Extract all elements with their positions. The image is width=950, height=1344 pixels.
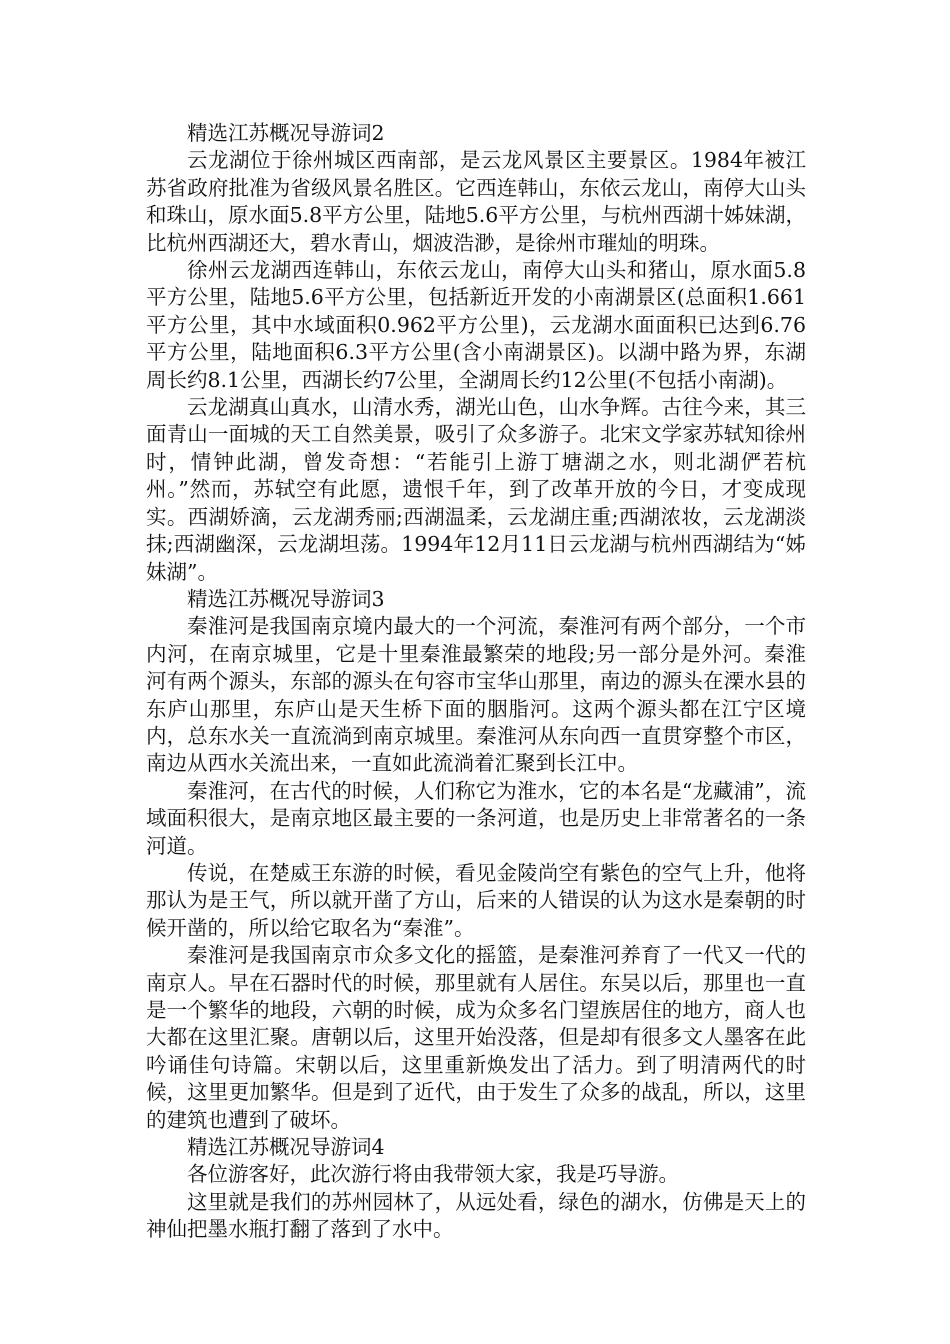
paragraph: 秦淮河是我国南京境内最大的一个河流，秦淮河有两个部分，一个市内河，在南京城里，它是十里秦淮最繁荣的地段;另一部分是外河。秦淮河有两个源头，东部的源头在句容市宝华山那里，南边的源头在溧水县的东庐山那里，东庐山是天生桥下面的胭脂河。这两个源头都在江宁区境内，总东水关一直流淌到南京城里。秦淮河从东向西一直贯穿整个市区，南边从西水关流出来，一直如此流淌着汇聚到长江中。	[146, 614, 806, 776]
section-heading: 精选江苏概况导游词4	[187, 1135, 385, 1160]
document-body	[146, 120, 806, 1244]
paragraph: 秦淮河，在古代的时候，人们称它为淮水，它的本名是“龙藏浦”，流域面积很大，是南京地区最主要的一条河道，也是历史上非常著名的一条河道。	[146, 778, 806, 858]
paragraph: 秦淮河是我国南京市众多文化的摇篮，是秦淮河养育了一代又一代的南京人。早在石器时代的时候，那里就有人居住。东吴以后，那里也一直是一个繁华的地段，六朝的时候，成为众多名门望族居住的地方，商人也大都在这里汇聚。唐朝以后，这里开始没落，但是却有很多文人墨客在此吟诵佳句诗篇。宋朝以后，这里重新焕发出了活力。到了明清两代的时候，这里更加繁华。但是到了近代，由于发生了众多的战乱，所以，这里的建筑也遭到了破坏。	[146, 943, 806, 1132]
paragraph: 各位游客好，此次游行将由我带领大家，我是巧导游。	[187, 1162, 679, 1187]
paragraph: 云龙湖真山真水，山清水秀，湖光山色，山水争辉。古往今来，其三面青山一面城的天工自然美景，吸引了众多游子。北宋文学家苏轼知徐州时，情钟此湖，曾发奇想：“若能引上游丁塘湖之水，则北湖俨若杭州。”然而，苏轼空有此愿，遗恨千年，到了改革开放的今日，才变成现实。西湖娇滴，云龙湖秀丽;西湖温柔，云龙湖庄重;西湖浓妆，云龙湖淡抹;西湖幽深，云龙湖坦荡。1994年12月11日云龙湖与杭州西湖结为“姊妹湖”。	[146, 395, 806, 584]
section-heading: 精选江苏概况导游词2	[187, 121, 385, 145]
paragraph: 云龙湖位于徐州城区西南部，是云龙风景区主要景区。1984年被江苏省政府批准为省级风景名胜区。它西连韩山，东依云龙山，南停大山头和珠山，原水面5.8平方公里，陆地5.6平方公里，与杭州西湖十姊妹湖，比杭州西湖还大，碧水青山，烟波浩渺，是徐州市璀灿的明珠。	[146, 148, 806, 255]
paragraph: 徐州云龙湖西连韩山，东依云龙山，南停大山头和猪山，原水面5.8平方公里，陆地5.6平方公里，包括新近开发的小南湖景区(总面积1.661平方公里，其中水域面积0.962平方公里)，云龙湖水面面积已达到6.76平方公里，陆地面积6.3平方公里(含小南湖景区)。以湖中路为界，东湖周长约8.1公里，西湖长约7公里，全湖周长约12公里(不包括小南湖)。	[146, 258, 806, 392]
paragraph: 这里就是我们的苏州园林了，从远处看，绿色的湖水，仿佛是天上的神仙把墨水瓶打翻了落到了水中。	[146, 1189, 806, 1242]
section-heading: 精选江苏概况导游词3	[187, 586, 385, 611]
paragraph: 传说，在楚威王东游的时候，看见金陵尚空有紫色的空气上升，他将那认为是王气，所以就开凿了方山，后来的人错误的认为这水是秦朝的时候开凿的，所以给它取名为“秦淮”。	[146, 860, 806, 940]
